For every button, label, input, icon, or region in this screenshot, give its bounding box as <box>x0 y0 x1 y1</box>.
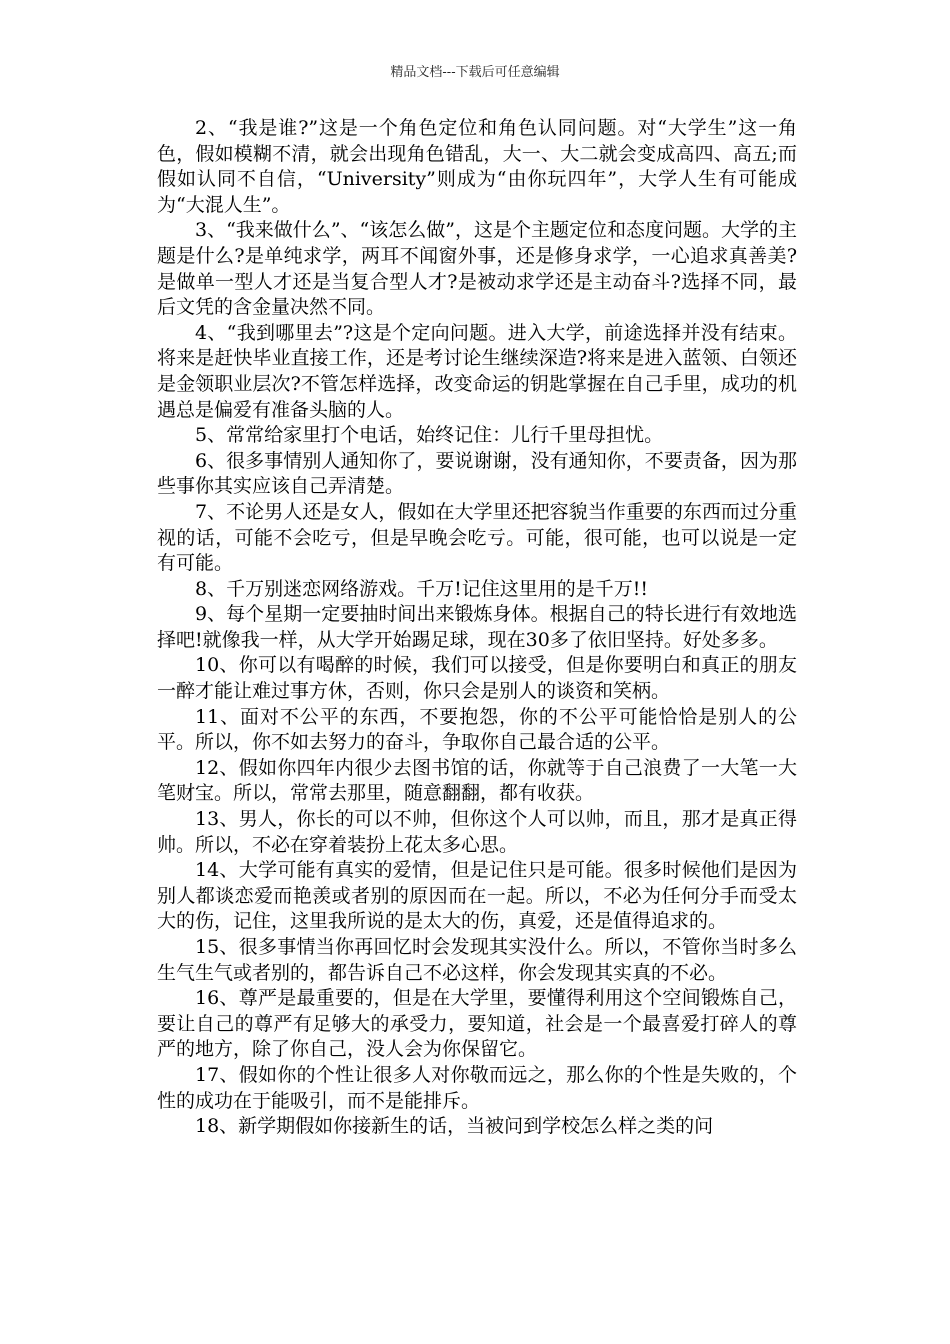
paragraph-2: 2、“我是谁?”这是一个角色定位和角色认同问题。对“大学生”这一角色，假如模糊不清，就会出现角色错乱，大一、大二就会变成高四、高五;而假如认同不自信，“University”则成为“由你玩四年”，大学人生有可能成为“大混人生”。 <box>157 117 797 216</box>
paragraph-16: 16、尊严是最重要的，但是在大学里，要懂得利用这个空间锻炼自己，要让自己的尊严有足够大的承受力，要知道，社会是一个最喜爱打碎人的尊严的地方，除了你自己，没人会为你保留它。 <box>157 987 797 1061</box>
paragraph-3: 3、“我来做什么”、“该怎么做”，这是个主题定位和态度问题。大学的主题是什么?是单纯求学，两耳不闻窗外事，还是修身求学，一心追求真善美?是做单一型人才还是当复合型人才?是被动求学还是主动奋斗?选择不同，最后文凭的含金量决然不同。 <box>157 219 797 319</box>
paragraph-15: 15、很多事情当你再回忆时会发现其实没什么。所以，不管你当时多么生气生气或者别的，都告诉自己不必这样，你会发现其实真的不必。 <box>157 936 797 984</box>
paragraph-6: 6、很多事情别人通知你了，要说谢谢，没有通知你，不要责备，因为那些事你其实应该自己弄清楚。 <box>157 449 797 498</box>
paragraph-10: 10、你可以有喝醉的时候，我们可以接受，但是你要明白和真正的朋友一醉才能让难过事方休，否则，你只会是别人的谈资和笑柄。 <box>157 654 797 703</box>
page-header: 精品文档---下载后可任意编辑 <box>390 65 560 80</box>
paragraph-5: 5、常常给家里打个电话，始终记住：儿行千里母担忧。 <box>195 424 664 447</box>
paragraph-4: 4、“我到哪里去”?这是个定向问题。进入大学，前途选择并没有结束。将来是赶快毕业直接工作，还是考讨论生继续深造?将来是进入蓝领、白领还是金领职业层次?不管怎样选择，改变命运的钥匙掌握在自己手里，成功的机遇总是偏爱有准备头脑的人。 <box>157 321 797 421</box>
paragraph-12: 12、假如你四年内很少去图书馆的话，你就等于自己浪费了一大笔一大笔财宝。所以，常常去那里，随意翻翻，都有收获。 <box>157 756 797 805</box>
document-body <box>157 116 797 1140</box>
paragraph-9: 9、每个星期一定要抽时间出来锻炼身体。根据自己的特长进行有效地选择吧!就像我一样，从大学开始踢足球，现在30多了依旧坚持。好处多多。 <box>157 603 797 651</box>
paragraph-17: 17、假如你的个性让很多人对你敬而远之，那么你的个性是失败的，个性的成功在于能吸引，而不是能排斥。 <box>157 1063 797 1112</box>
paragraph-18: 18、新学期假如你接新生的话，当被问到学校怎么样之类的问 <box>195 1115 714 1138</box>
paragraph-13: 13、男人，你长的可以不帅，但你这个人可以帅，而且，那才是真正得帅。所以，不必在穿着装扮上花太多心思。 <box>157 808 797 856</box>
paragraph-11: 11、面对不公平的东西，不要抱怨，你的不公平可能恰恰是别人的公平。所以，你不如去努力的奋斗，争取你自己最合适的公平。 <box>157 705 797 754</box>
paragraph-7: 7、不论男人还是女人，假如在大学里还把容貌当作重要的东西而过分重视的话，可能不会吃亏，但是早晚会吃亏。可能，很可能，也可以说是一定有可能。 <box>157 500 797 575</box>
paragraph-8: 8、千万别迷恋网络游戏。千万!记住这里用的是千万!! <box>195 577 648 600</box>
paragraph-14: 14、大学可能有真实的爱情，但是记住只是可能。很多时候他们是因为别人都谈恋爱而艳羡或者别的原因而在一起。所以，不必为任何分手而受太大的伤，记住，这里我所说的是太大的伤，真爱，还是值得追求的。 <box>157 859 797 933</box>
